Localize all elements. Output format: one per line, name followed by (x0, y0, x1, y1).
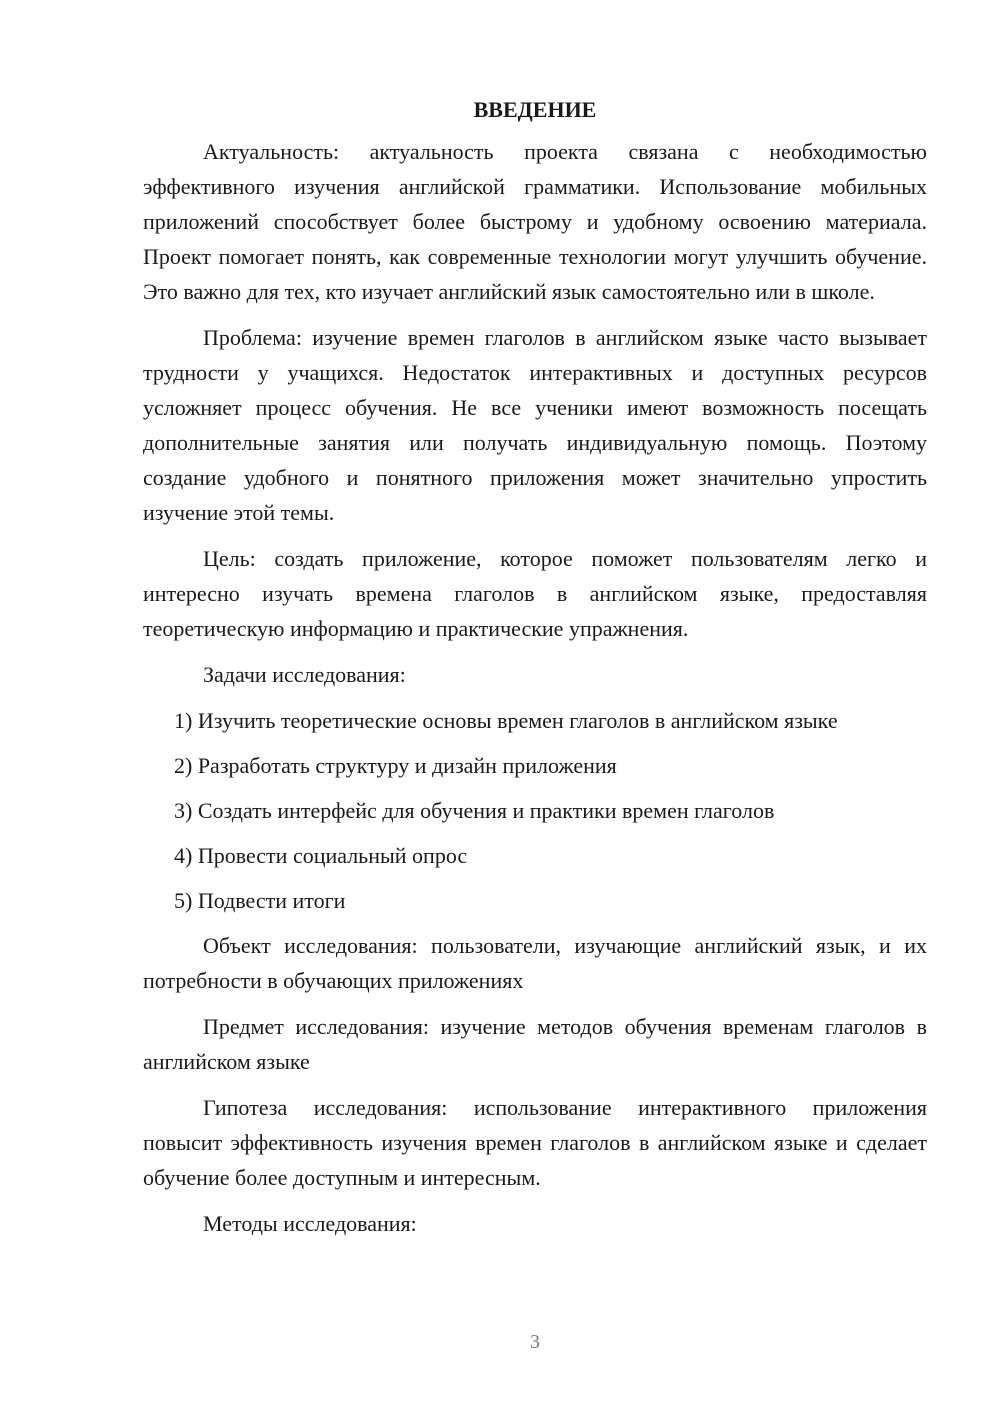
list-item: 1) Изучить теоретические основы времен глаголов в английском языке (174, 708, 838, 733)
paragraph-goal: Цель: создать приложение, которое поможет пользователям легко и интересно изучать времена глаголов в английском языке, предоставляя теоретическую информацию и практические упражнения. (143, 546, 927, 641)
section-title: ВВЕДЕНИЕ (473, 97, 597, 122)
list-item: 5) Подвести итоги (174, 888, 346, 913)
tasks-heading: Задачи исследования: (203, 662, 406, 687)
page-number: 3 (530, 1331, 540, 1353)
paragraph-problem: Проблема: изучение времен глаголов в английском языке часто вызывает трудности у учащихся. Недостаток интерактивных и доступных ресурсов усложняет процесс обучения. Не все ученики имеют возможность посещать дополнительные занятия или получать индивидуальную помощь. Поэтому создание удобного и понятного приложения может значительно упростить изучение этой темы. (143, 325, 927, 525)
methods-heading: Методы исследования: (203, 1211, 417, 1236)
paragraph-object: Объект исследования: пользователи, изучающие английский язык, и их потребности в обучающих приложениях (143, 933, 927, 993)
list-item: 4) Провести социальный опрос (174, 843, 468, 868)
list-item: 2) Разработать структуру и дизайн приложения (174, 753, 617, 778)
tasks-list (143, 703, 927, 918)
document-page (143, 92, 927, 1252)
list-item: 3) Создать интерфейс для обучения и практики времен глаголов (174, 798, 775, 823)
paragraph-subject: Предмет исследования: изучение методов обучения временам глаголов в английском языке (143, 1014, 927, 1074)
paragraph-hypothesis: Гипотеза исследования: использование интерактивного приложения повысит эффективность изучения времен глаголов в английском языке и сделает обучение более доступным и интересным. (143, 1095, 927, 1190)
paragraph-relevance: Актуальность: актуальность проекта связана с необходимостью эффективного изучения английской грамматики. Использование мобильных приложений способствует более быстрому и удобному освоению материала. Проект помогает понять, как современные технологии могут улучшить обучение. Это важно для тех, кто изучает английский язык самостоятельно или в школе. (143, 139, 927, 304)
